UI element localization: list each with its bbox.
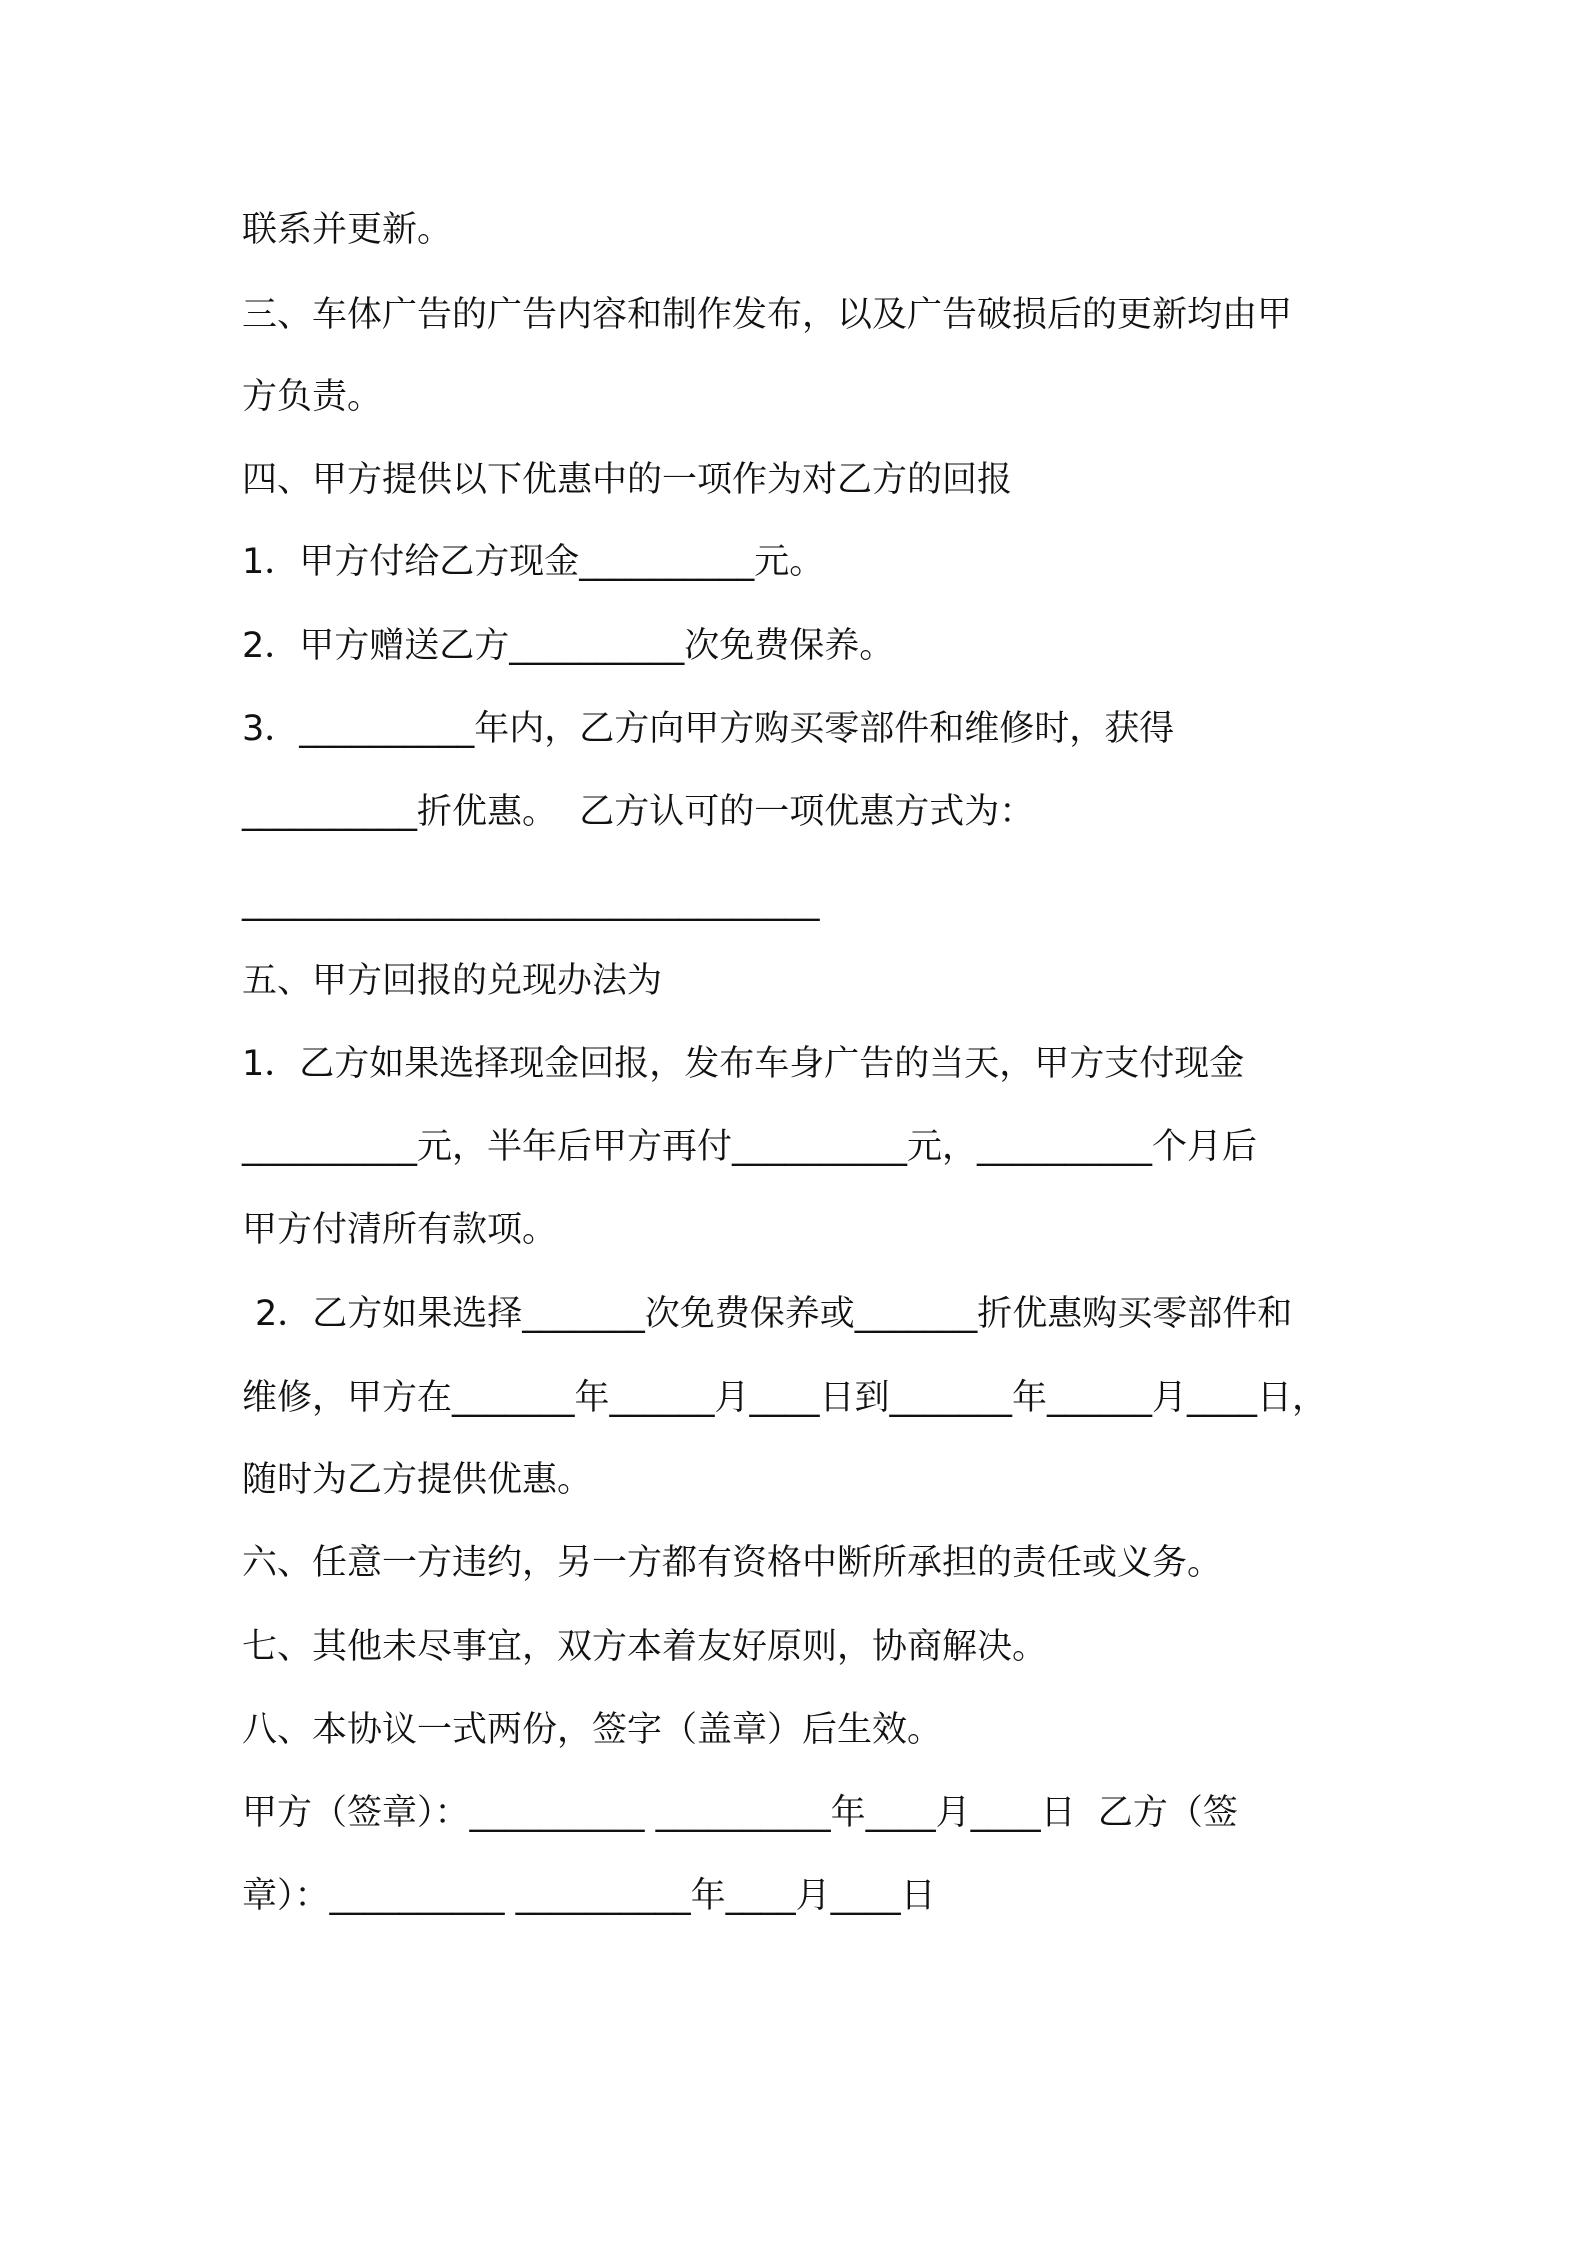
line-05: 1．甲方付给乙方现金__________元。 — [242, 542, 825, 582]
line-12: __________元，半年后甲方再付__________元，__________个月后 — [242, 1127, 1258, 1167]
line-13: 甲方付清所有款项。 — [242, 1210, 558, 1250]
line-03: 方负责。 — [242, 377, 383, 417]
line-10: 五、甲方回报的兑现办法为 — [242, 961, 663, 1001]
line-06: 2．甲方赠送乙方__________次免费保养。 — [242, 626, 895, 666]
line-18: 七、其他未尽事宜，双方本着友好原则，协商解决。 — [242, 1627, 1048, 1667]
line-07: 3．__________年内，乙方向甲方购买零部件和维修时，获得 — [242, 709, 1175, 749]
line-17: 六、任意一方违约，另一方都有资格中断所承担的责任或义务。 — [242, 1543, 1223, 1583]
line-20-signature-party-a: 甲方（签章）：__________ __________年____月____日 乙方（签 — [242, 1793, 1238, 1833]
line-02: 三、车体广告的广告内容和制作发布，以及广告破损后的更新均由甲 — [242, 295, 1293, 335]
line-08: __________折优惠。 乙方认可的一项优惠方式为： — [242, 792, 1035, 832]
line-16: 随时为乙方提供优惠。 — [242, 1460, 593, 1500]
line-04: 四、甲方提供以下优惠中的一项作为对乙方的回报 — [242, 460, 1013, 500]
line-09-blank-answer: _________________________________ — [242, 882, 820, 922]
line-14: 2．乙方如果选择_______次免费保养或_______折优惠购买零部件和 — [255, 1294, 1293, 1334]
line-11: 1．乙方如果选择现金回报，发布车身广告的当天，甲方支付现金 — [242, 1044, 1245, 1084]
line-15: 维修，甲方在_______年______月____日到_______年______月____日， — [242, 1378, 1328, 1418]
line-19: 八、本协议一式两份，签字（盖章）后生效。 — [242, 1710, 943, 1750]
line-21-signature-party-b: 章）：__________ __________年____月____日 — [242, 1876, 936, 1916]
line-01: 联系并更新。 — [242, 210, 453, 250]
